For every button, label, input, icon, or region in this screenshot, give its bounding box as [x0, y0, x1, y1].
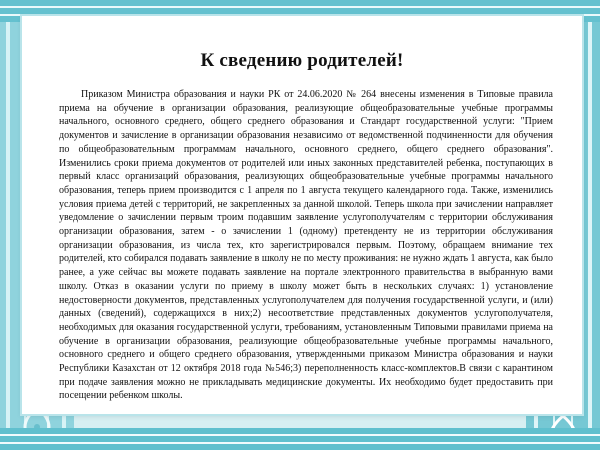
- page-title: К сведению родителей!: [200, 50, 404, 71]
- ornament-bottom-icon: [0, 428, 600, 450]
- notice-sheet: [22, 16, 582, 414]
- notice-body: Приказом Министра образования и науки РК от 24.06.2020 № 264 внесены изменения в Типовые правила приема на обучение в организации образования, реализующие общеобразовательные учебные программы начального, основного среднего, общего среднего образования и Стандарт государственной услуги: "Прием документов и зачисление в организации образования независимо от ведомственной подчиненности для обучения по общеобразовательным программам начального, основного среднего, общего среднего образования". Изменились сроки приема документов от родителей или иных законных представителей ребенка, поступающих в первый класс организаций образования, реализующих общеобразовательные учебные программы начального образования, теперь прием производится с 1 апреля по 1 августа текущего календарного года. Также, изменились условия приема детей с территорий, не закрепленных за данной школой. Теперь школа при зачислении направляет уведомление о зачислении первым троим подавшим заявление услугополучателям с территории обслуживания организации образования, затем - о зачислении 1 (одному) претенденту не из территории обслуживания организации образования, из числа тех, кто зарегистрировался первым. Поэтому, обращаем внимание тех родителей, кто собирался подавать заявление в школу не по месту проживания: не нужно ждать 1 августа, как было ранее, а уже сейчас вы можете подавать заявление на портале электронного правительства в выбранную вами школу. Отказ в оказании услуги по приему в школу может быть в нескольких случаях: 1) установление недостоверности документов, представленных услугополучателем для получения государственной услуги, и (или) данных (сведений), содержащихся в них;2) несоответствие представленных документов услугополучателя, необходимых для оказания государственной услуги, требованиям, установленным Типовыми правилами приема на обучение в организации образования, реализующие общеобразовательные учебные программы начального, основного среднего и общего среднего образования, утвержденными приказом Министра образования и науки Республики Казахстан от 12 октября 2018 года №546;3) переполненность класс-комплектов.В связи с карантином при подаче заявления можно не прикладывать медицинские документы. Их необходимо будет предоставить при посещении ребенком школы.: [59, 89, 553, 402]
